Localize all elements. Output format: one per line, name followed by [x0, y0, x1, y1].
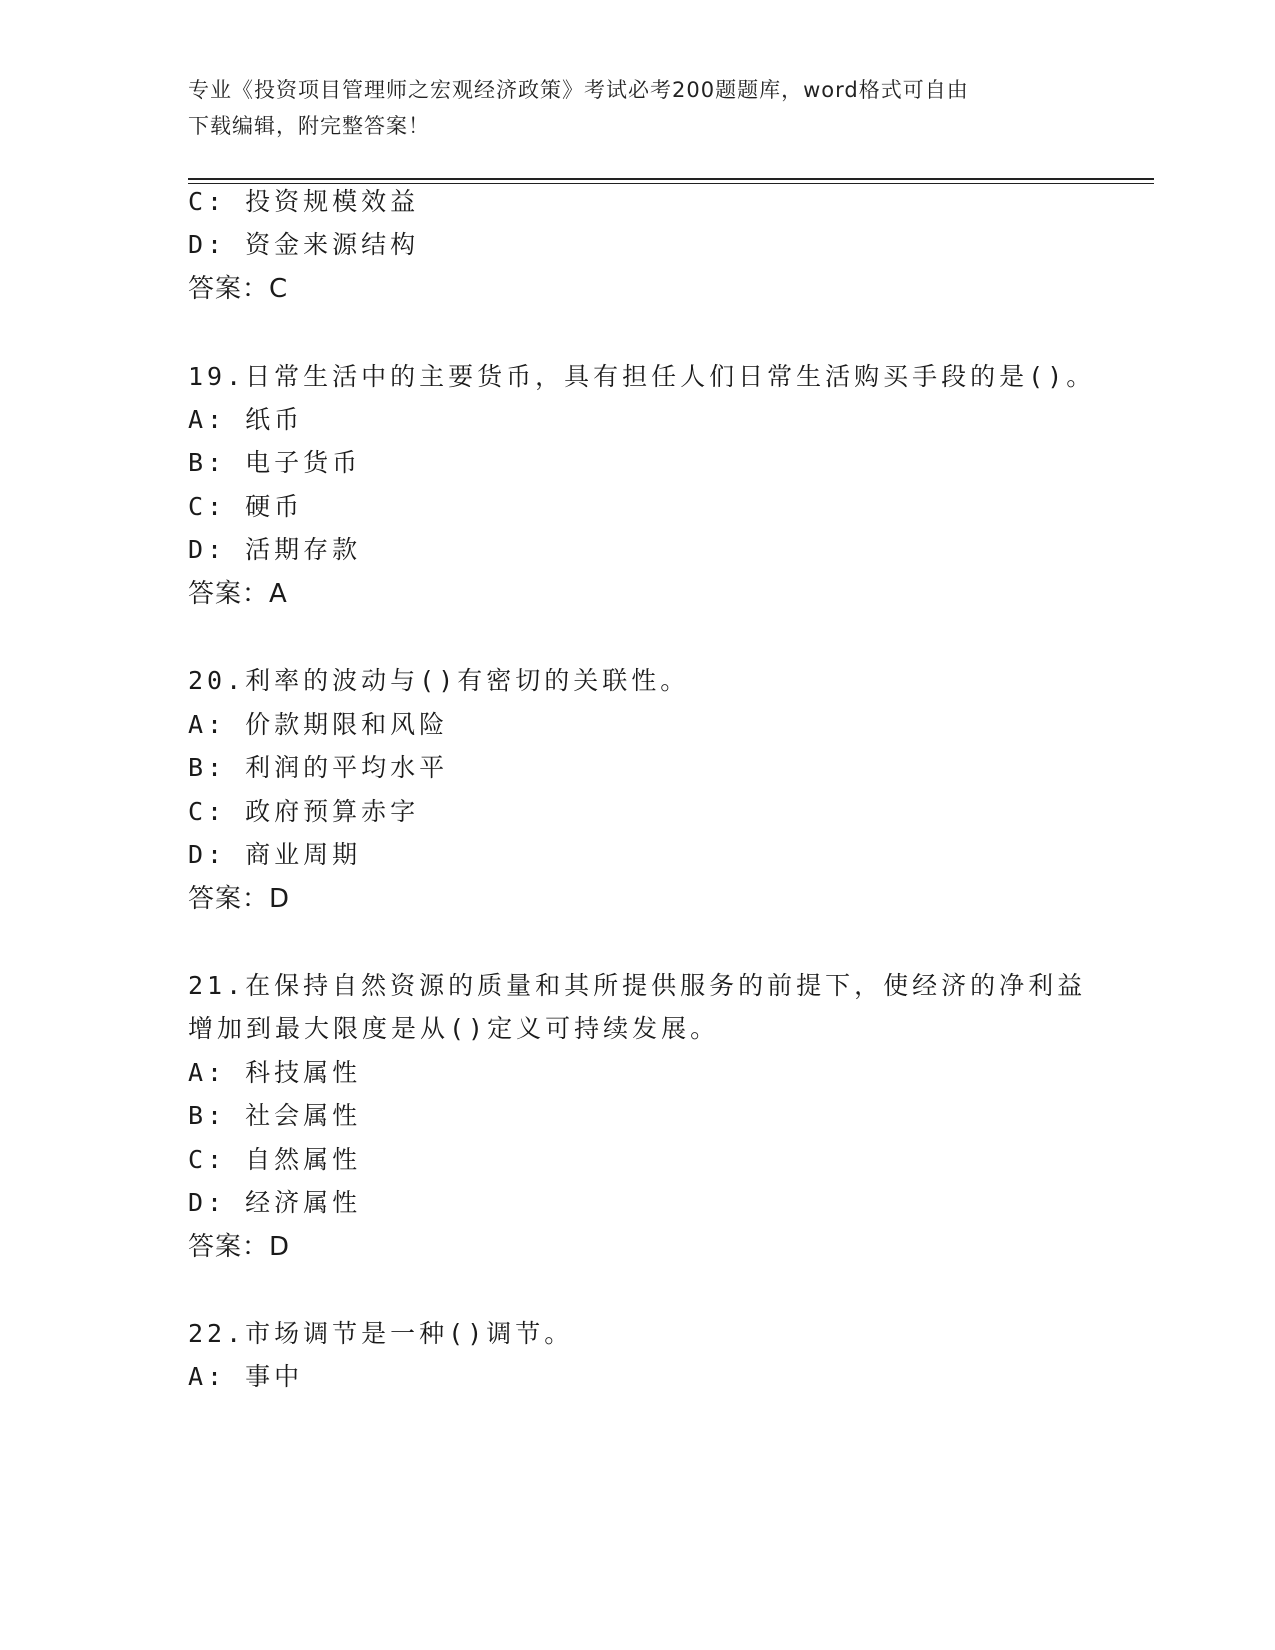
- q20-option-a: A: 价款期限和风险: [188, 710, 449, 739]
- q19-option-b: B: 电子货币: [188, 448, 362, 477]
- header-line-2: 下载编辑，附完整答案！: [188, 114, 430, 138]
- q20-option-d: D: 商业周期: [188, 840, 362, 869]
- q19-option-c: C: 硬币: [188, 492, 304, 521]
- q21-option-c: C: 自然属性: [188, 1145, 362, 1174]
- question-21-line-1: 21.在保持自然资源的质量和其所提供服务的前提下，使经济的净利益: [188, 971, 1087, 1000]
- header-line-1: 专业《投资项目管理师之宏观经济政策》考试必考200题题库，word格式可自由: [188, 78, 969, 102]
- header-divider-secondary: [188, 183, 1154, 184]
- question-21-line-2: 增加到最大限度是从()定义可持续发展。: [188, 1014, 720, 1043]
- header-divider: [188, 178, 1154, 180]
- q19-option-a: A: 纸币: [188, 405, 304, 434]
- q22-option-a: A: 事中: [188, 1362, 304, 1391]
- option-c: C: 投资规模效益: [188, 187, 420, 216]
- q19-option-d: D: 活期存款: [188, 535, 362, 564]
- question-19: 19.日常生活中的主要货币，具有担任人们日常生活购买手段的是()。: [188, 362, 1096, 391]
- question-22: 22.市场调节是一种()调节。: [188, 1319, 574, 1348]
- q20-option-c: C: 政府预算赤字: [188, 797, 420, 826]
- q21-option-a: A: 科技属性: [188, 1058, 362, 1087]
- answer-text: 答案：C: [188, 274, 289, 304]
- option-d: D: 资金来源结构: [188, 230, 420, 259]
- question-20: 20.利率的波动与()有密切的关联性。: [188, 666, 690, 695]
- q21-option-b: B: 社会属性: [188, 1101, 362, 1130]
- document-header: [188, 72, 1068, 144]
- q21-option-d: D: 经济属性: [188, 1188, 362, 1217]
- q21-answer: 答案：D: [188, 1232, 291, 1262]
- q20-answer: 答案：D: [188, 884, 291, 914]
- q19-answer: 答案：A: [188, 579, 288, 609]
- q20-option-b: B: 利润的平均水平: [188, 753, 449, 782]
